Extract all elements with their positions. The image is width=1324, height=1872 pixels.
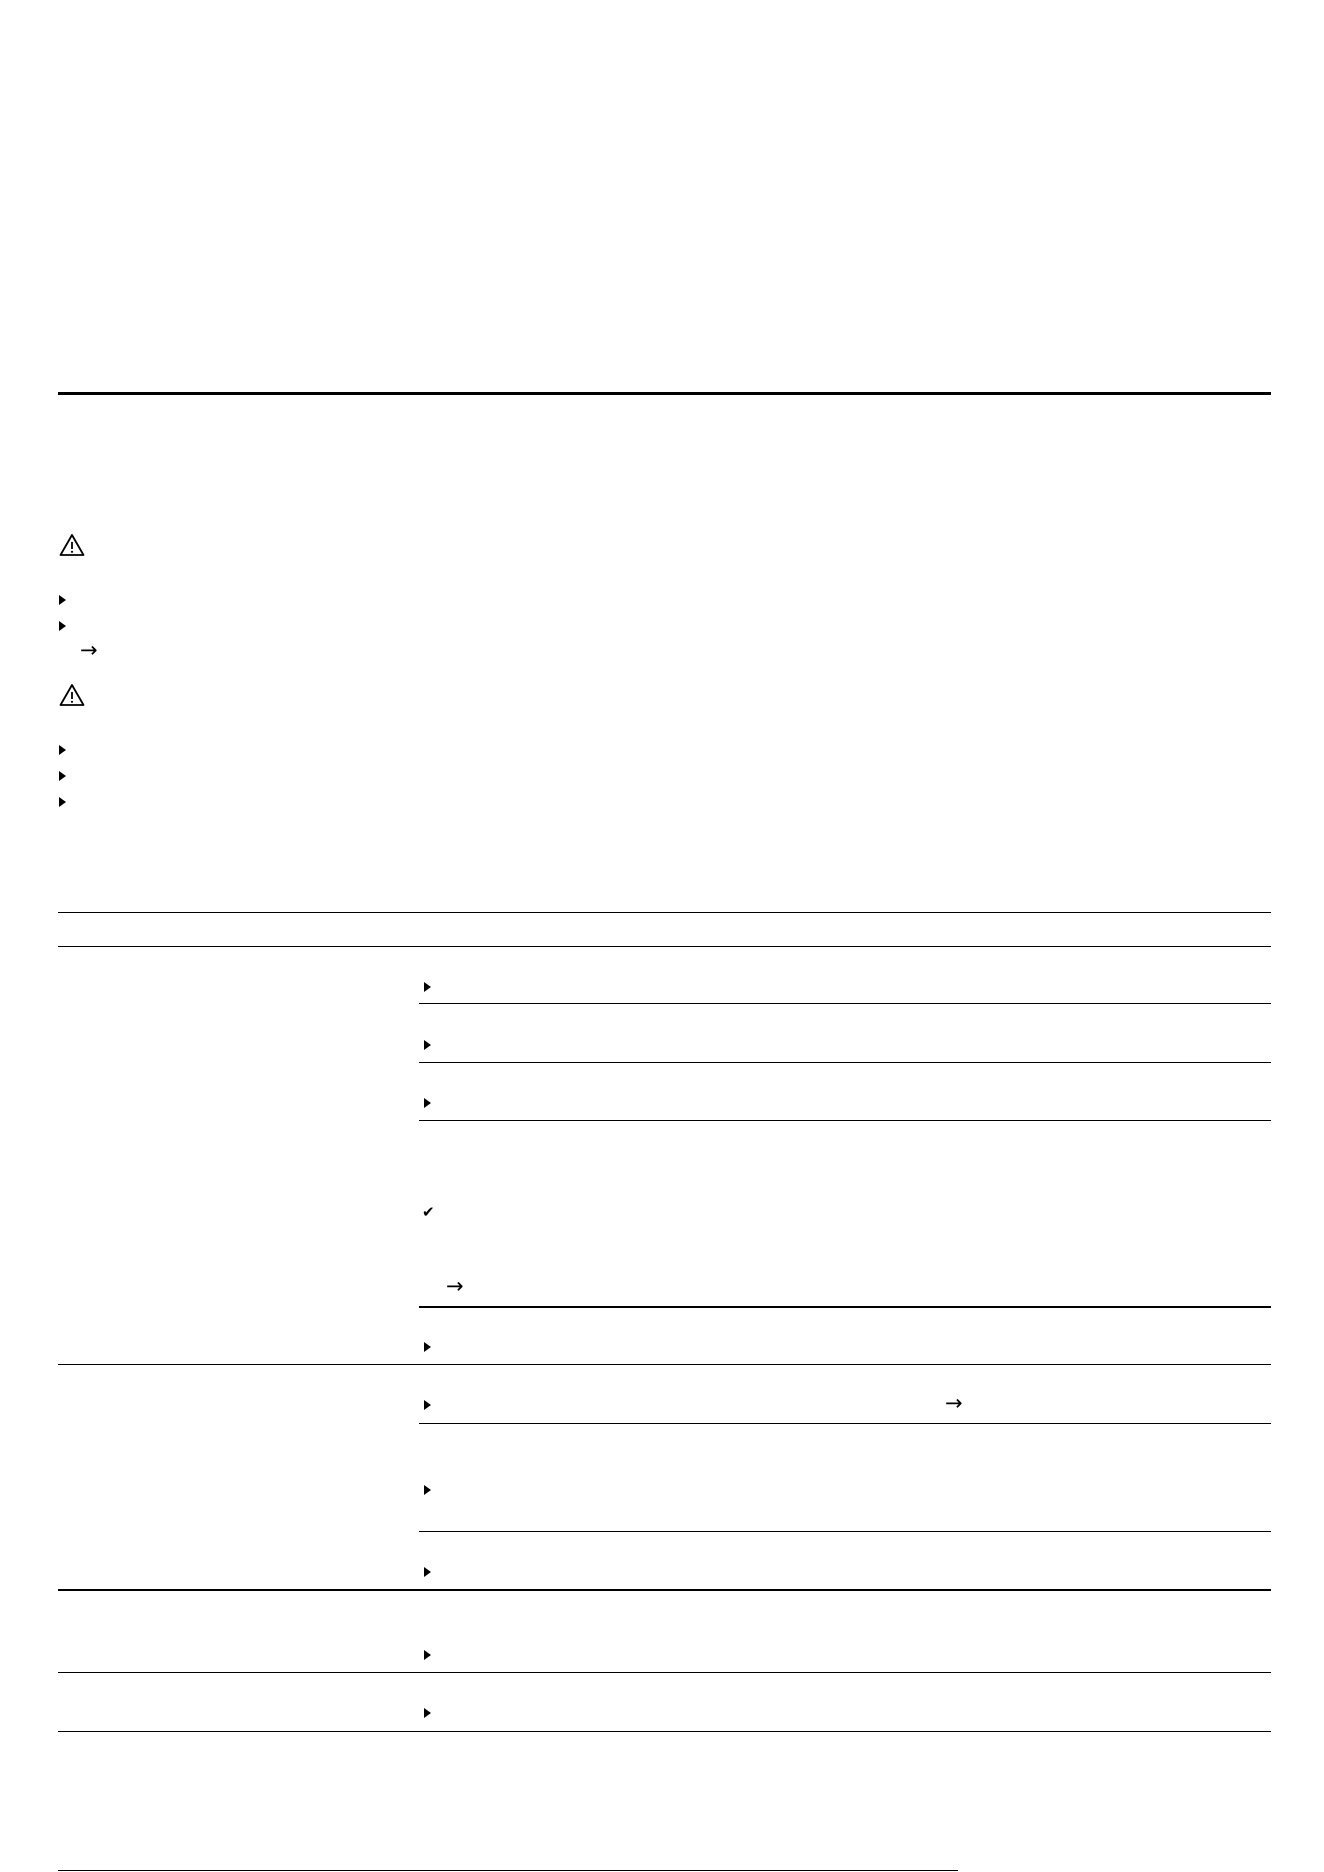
bullet-triangle-icon <box>424 1098 431 1108</box>
warning-triangle-icon <box>59 683 85 707</box>
bullet-triangle-icon <box>424 1485 431 1495</box>
bullet-triangle-icon <box>424 1040 431 1050</box>
page-footer-rule <box>58 1870 958 1871</box>
bullet-triangle-icon <box>59 745 66 755</box>
table-row-divider <box>419 1306 1271 1308</box>
table-row-divider <box>419 1531 1271 1532</box>
table-row-divider <box>419 1003 1271 1004</box>
checkmark-icon: ✔ <box>422 1203 435 1221</box>
warning-triangle-icon <box>59 533 85 557</box>
table-header-bottom-rule <box>58 946 1271 947</box>
bullet-triangle-icon <box>424 1342 431 1352</box>
table-row-divider <box>419 1120 1271 1121</box>
table-row-divider <box>419 1423 1271 1424</box>
arrow-right-icon: → <box>80 638 98 662</box>
bullet-triangle-icon <box>59 621 66 631</box>
bullet-triangle-icon <box>424 1708 431 1718</box>
section-divider <box>58 392 1271 395</box>
bullet-triangle-icon <box>424 1400 431 1410</box>
table-row-divider <box>419 1062 1271 1063</box>
table-group-divider <box>58 1364 1271 1365</box>
arrow-right-icon: → <box>446 1274 464 1298</box>
table-group-divider <box>58 1589 1271 1591</box>
table-group-divider <box>58 1672 1271 1673</box>
bullet-triangle-icon <box>59 797 66 807</box>
bullet-triangle-icon <box>424 1650 431 1660</box>
table-bottom-rule <box>58 1731 1271 1732</box>
bullet-triangle-icon <box>59 595 66 605</box>
bullet-triangle-icon <box>59 771 66 781</box>
bullet-triangle-icon <box>424 1567 431 1577</box>
bullet-triangle-icon <box>424 982 431 992</box>
arrow-right-icon: → <box>945 1391 963 1415</box>
table-header-top-rule <box>58 912 1271 913</box>
